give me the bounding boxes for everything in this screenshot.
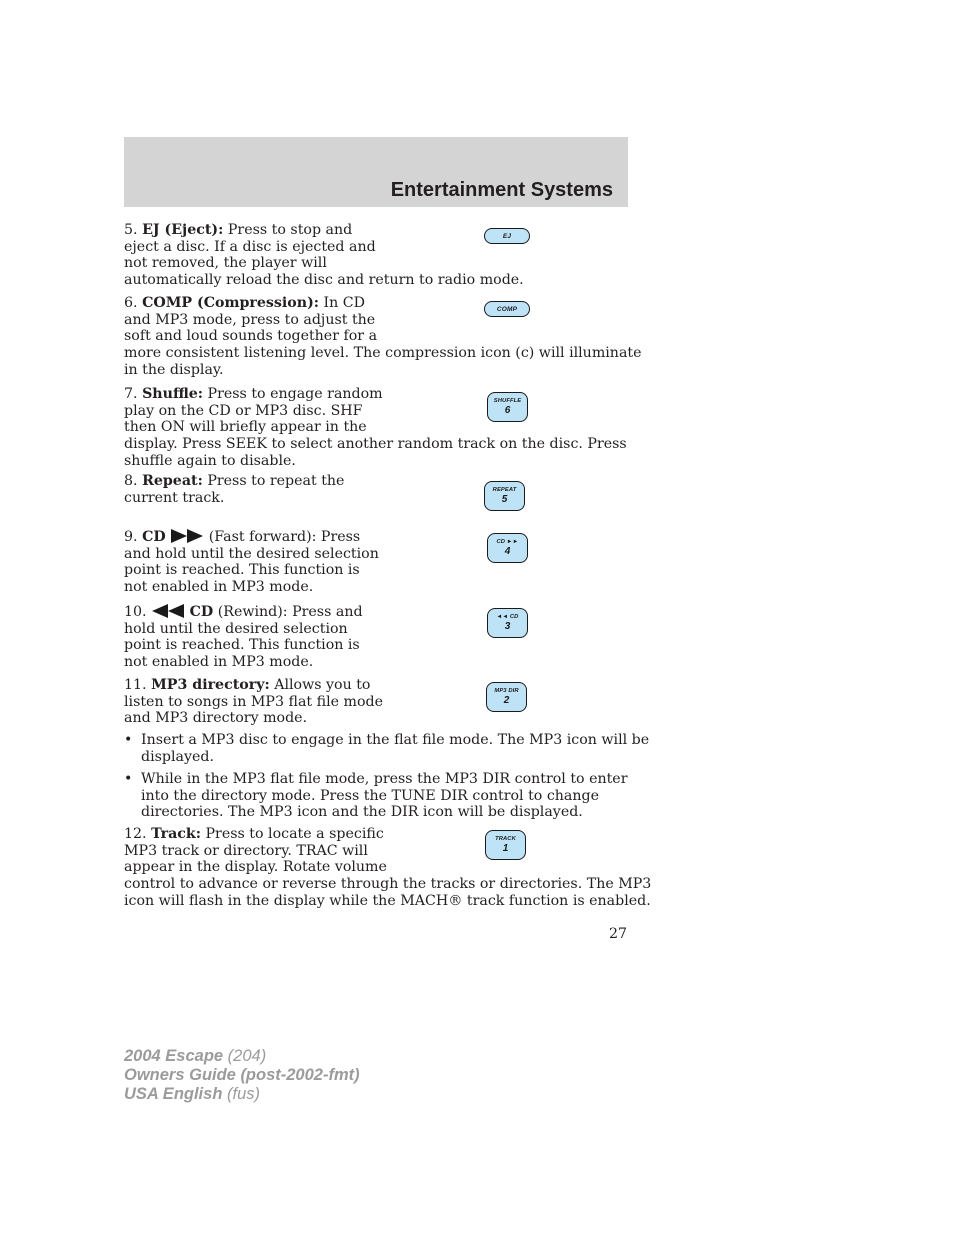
shuffle-button-icon: SHUFFLE 6 — [487, 392, 528, 422]
repeat-paragraph: 8. Repeat: Press to repeat the current track. — [124, 473, 345, 506]
comp-paragraph: 6. COMP (Compression): In CD and MP3 mode, press to adjust the soft and loud sounds together for a more consistent listening level. The compression icon (c) will illuminate in the display. — [124, 295, 642, 378]
page-number: 27 — [608, 926, 627, 942]
track-button-icon: TRACK 1 — [485, 830, 526, 860]
eject-button-icon: EJ — [484, 228, 530, 244]
comp-button-icon: COMP — [484, 301, 530, 317]
shuffle-paragraph: 7. Shuffle: Press to engage random play on the CD or MP3 disc. SHF then ON will briefly appear in the display. Press SEEK to select another random track on the disc. Press shuffle again to disable. — [124, 386, 627, 469]
repeat-term: Repeat: — [142, 473, 203, 489]
ffwd-paragraph: 9. CD (Fast forward): Press and hold until the desired selection point is reached. This function is not enabled in MP3 mode. — [124, 529, 379, 596]
eject-paragraph: 5. EJ (Eject): Press to stop and eject a disc. If a disc is ejected and not removed, the player will automatically reload the disc and return to radio mode. — [124, 222, 524, 289]
rewind-button-icon: ◄◄ CD 3 — [487, 608, 528, 638]
document-footer: 2004 Escape (204) Owners Guide (post-2002-fmt) USA English (fus) — [124, 1047, 360, 1103]
mp3dir-paragraph: 11. MP3 directory: Allows you to listen to songs in MP3 flat file mode and MP3 directory mode. — [124, 677, 383, 727]
rewind-term: CD — [189, 604, 214, 620]
ffwd-button-icon: CD ►► 4 — [487, 533, 528, 563]
repeat-button-icon: REPEAT 5 — [484, 481, 525, 511]
section-header — [124, 137, 628, 207]
mp3dir-term: MP3 directory: — [151, 677, 270, 693]
track-paragraph: 12. Track: Press to locate a specific MP3 track or directory. TRAC will appear in the display. Rotate volume control to advance or reverse through the tracks or directories. The MP3 icon will flash in the display while the MACH® track function is enabled. — [124, 826, 652, 909]
shuffle-term: Shuffle: — [142, 386, 204, 402]
fast-forward-icon — [170, 529, 204, 543]
eject-term: EJ (Eject): — [142, 222, 224, 238]
track-term: Track: — [151, 826, 201, 842]
rewind-paragraph: 10. CD (Rewind): Press and hold until the desired selection point is reached. This function is not enabled in MP3 mode. — [124, 604, 363, 671]
section-title: Entertainment Systems — [390, 179, 613, 201]
ffwd-term: CD — [142, 529, 166, 545]
mp3dir-button-icon: MP3 DIR 2 — [486, 682, 527, 712]
rewind-icon — [151, 604, 185, 618]
comp-term: COMP (Compression): — [142, 295, 320, 311]
